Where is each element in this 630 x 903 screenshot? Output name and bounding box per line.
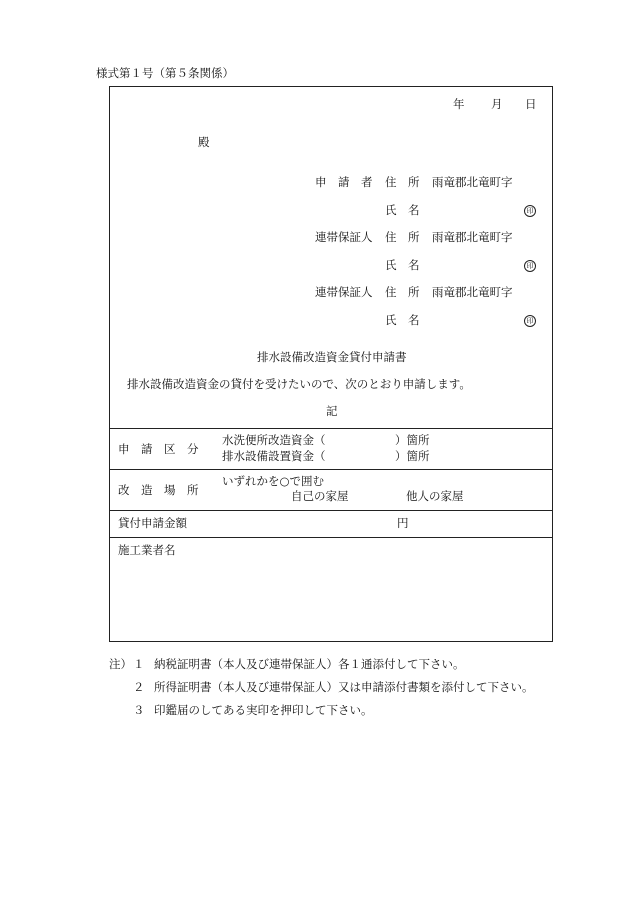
application-statement: 排水設備改造資金の貸付を受けたいので、次のとおり申請します。 [127, 377, 471, 391]
ki-heading: 記 [326, 404, 338, 418]
amount-label: 貸付申請金額 [118, 516, 187, 530]
guarantor1-address-label: 住 所 [385, 230, 420, 244]
date-day: 日 [525, 97, 537, 111]
guarantor2-name-label: 氏 名 [385, 313, 420, 327]
applicant-name-label: 氏 名 [385, 203, 420, 217]
applicant-role: 申 請 者 [315, 175, 373, 189]
guarantor2-role: 連帯保証人 [315, 285, 373, 299]
location-option-other: 他人の家屋 [406, 489, 464, 503]
applicant-seal-mark: 印 [524, 205, 536, 217]
applicant-address-value: 雨竜郡北竜町字 [432, 175, 513, 189]
location-label: 改 造 場 所 [118, 483, 199, 497]
row-divider-2 [110, 510, 552, 511]
table-top-line [110, 428, 552, 429]
amount-unit: 円 [397, 516, 409, 530]
note-text-2: 所得証明書（本人及び連帯保証人）又は申請添付書類を添付して下さい。 [154, 680, 534, 694]
date-month: 月 [491, 97, 503, 111]
guarantor2-address-value: 雨竜郡北竜町字 [432, 285, 513, 299]
guarantor1-name-label: 氏 名 [385, 258, 420, 272]
applicant-address-label: 住 所 [385, 175, 420, 189]
category-option-toilet: 水洗便所改造資金（ [222, 433, 326, 447]
note-number-1: １ [133, 657, 145, 671]
application-form-box [109, 86, 553, 642]
addressee-suffix: 殿 [198, 135, 210, 149]
note-number-2: ２ [133, 680, 145, 694]
location-note: いずれかを○で囲む [222, 474, 325, 488]
form-number: 様式第１号（第５条関係） [96, 66, 234, 80]
category-option-drain: 排水設備設置資金（ [222, 449, 326, 463]
contractor-label: 施工業者名 [118, 543, 176, 557]
category-option-drain-unit: ）箇所 [395, 449, 430, 463]
guarantor1-seal-mark: 印 [524, 260, 536, 272]
guarantor1-role: 連帯保証人 [315, 230, 373, 244]
notes-label: 注） [109, 657, 132, 671]
category-label: 申 請 区 分 [118, 442, 199, 456]
guarantor2-seal-mark: 印 [524, 315, 536, 327]
guarantor1-address-value: 雨竜郡北竜町字 [432, 230, 513, 244]
row-divider-1 [110, 469, 552, 470]
category-option-toilet-unit: ）箇所 [395, 433, 430, 447]
location-option-own: 自己の家屋 [291, 489, 349, 503]
guarantor2-address-label: 住 所 [385, 285, 420, 299]
date-year: 年 [453, 97, 465, 111]
form-title: 排水設備改造資金貸付申請書 [257, 350, 407, 364]
note-text-1: 納税証明書（本人及び連帯保証人）各１通添付して下さい。 [154, 657, 465, 671]
note-text-3: 印鑑届のしてある実印を押印して下さい。 [154, 703, 373, 717]
row-divider-3 [110, 537, 552, 538]
note-number-3: ３ [133, 703, 145, 717]
